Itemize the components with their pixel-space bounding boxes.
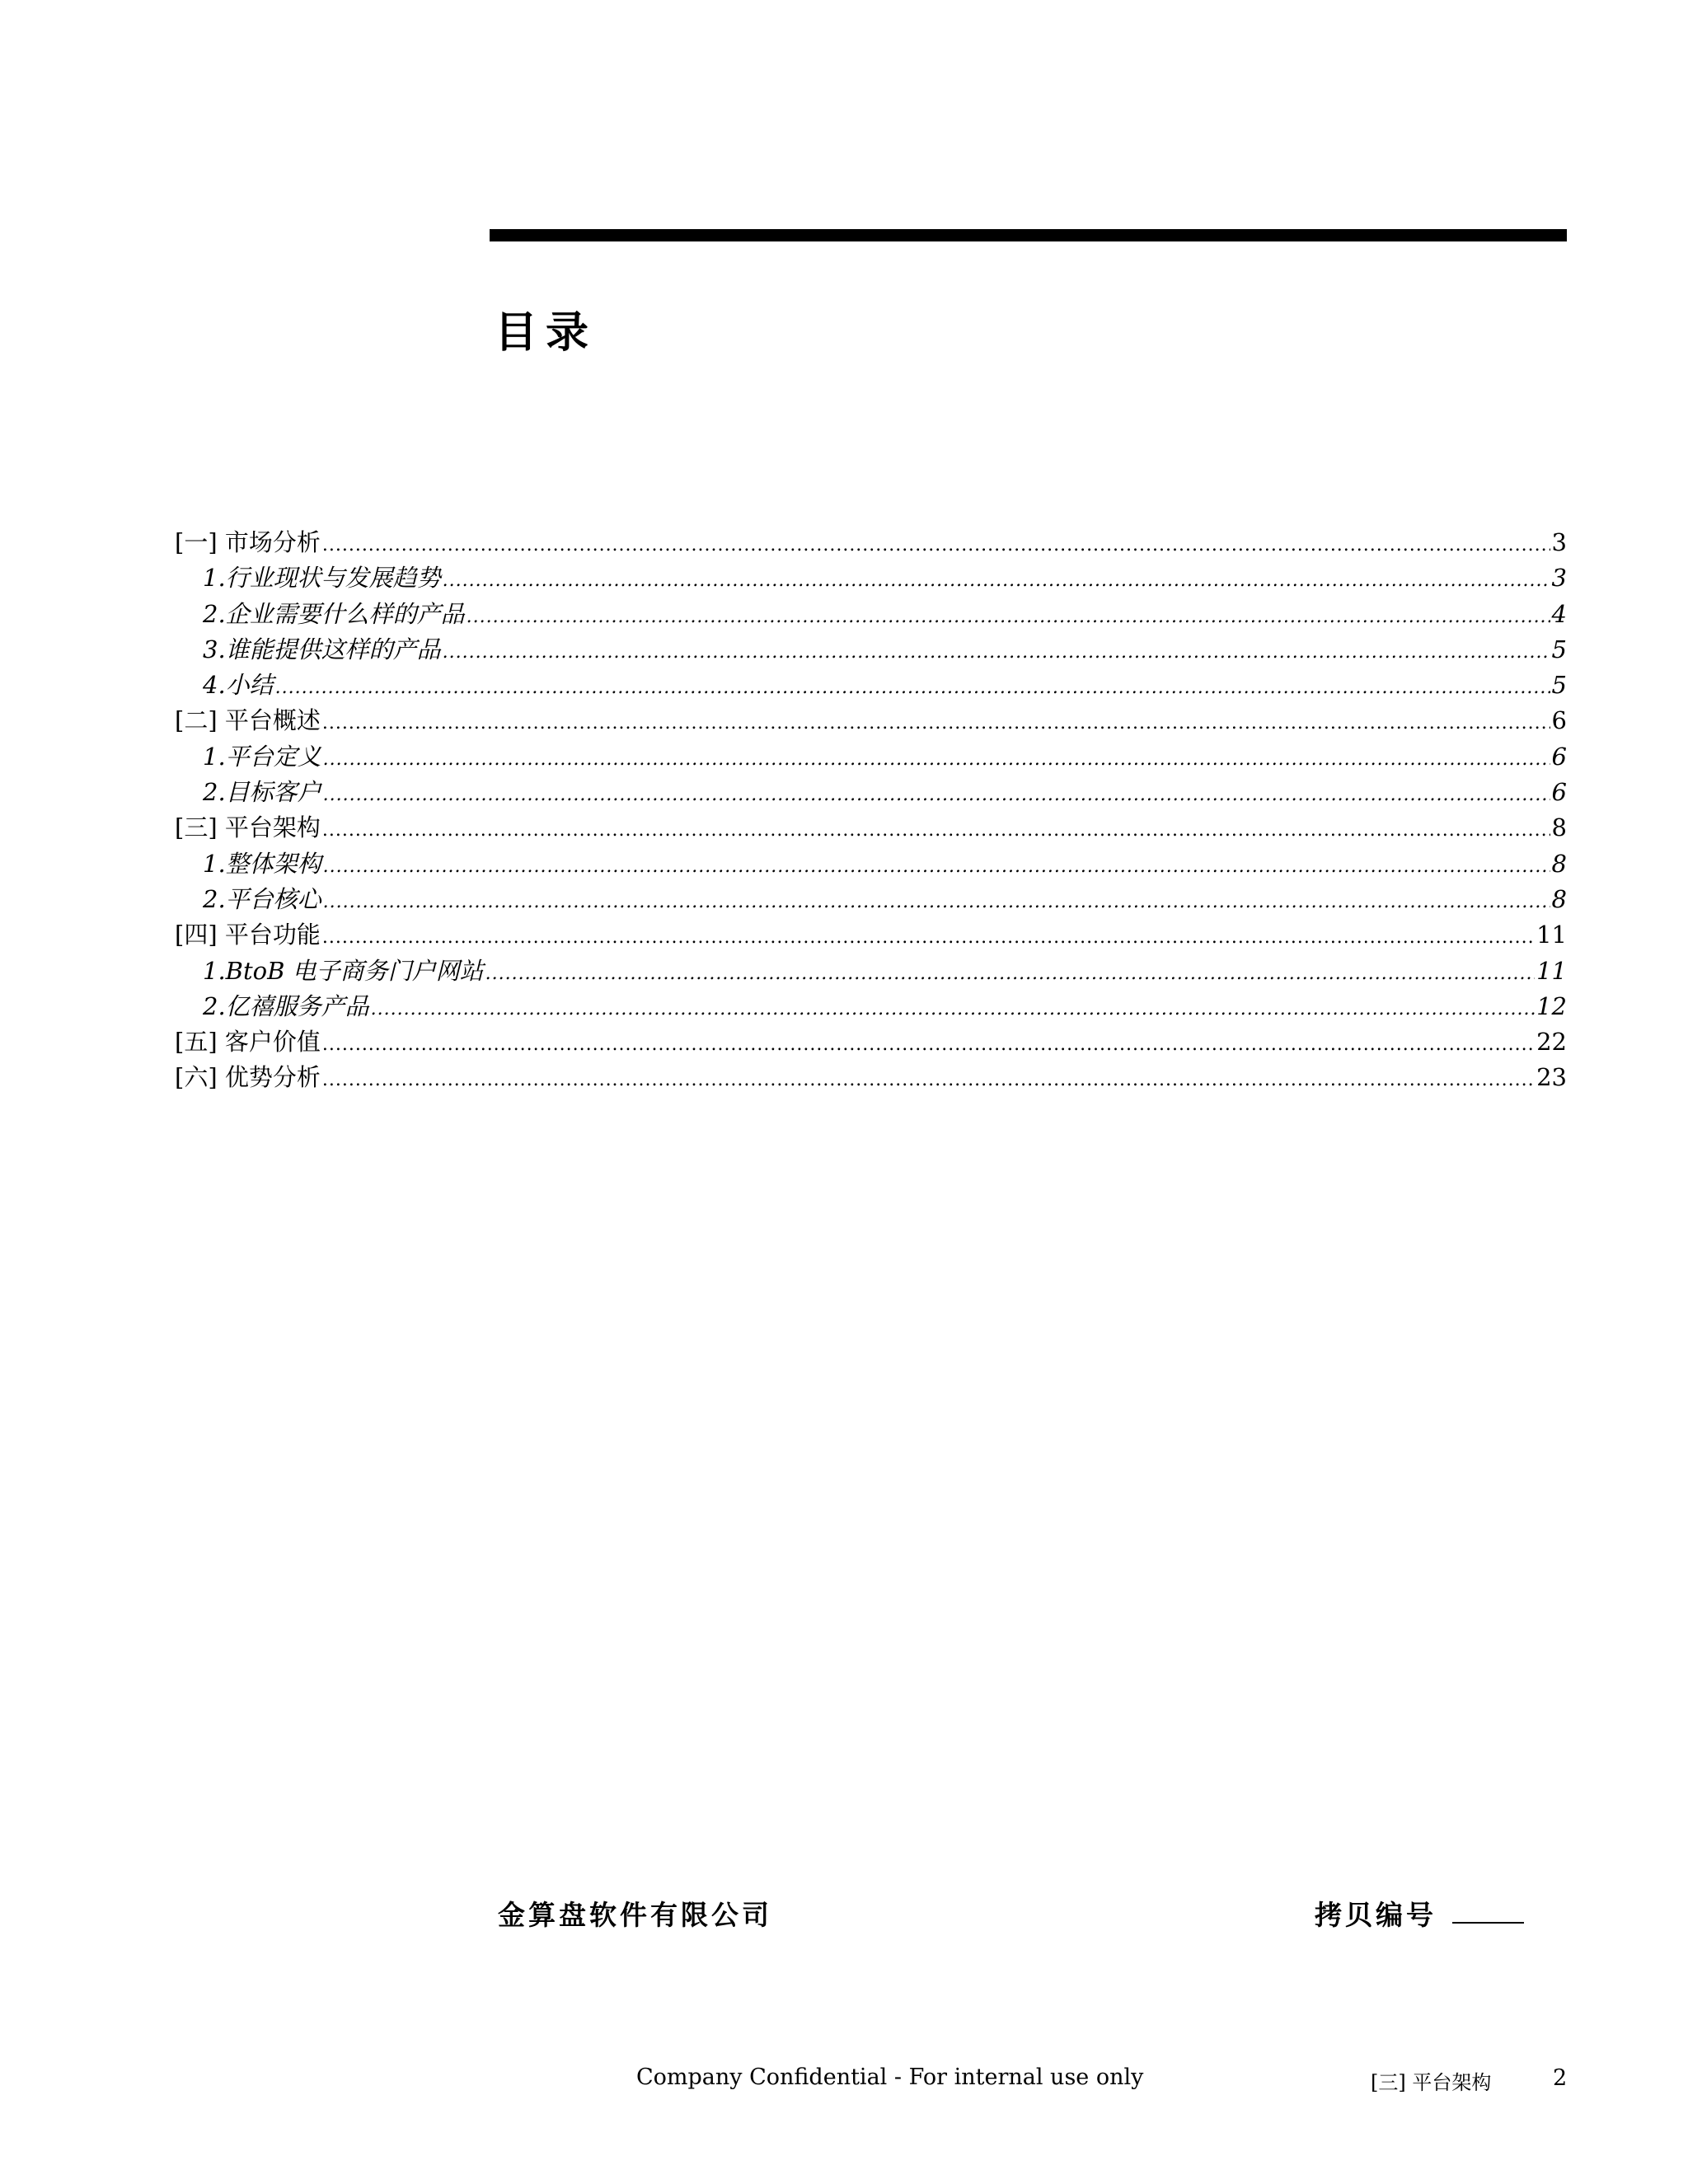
toc-entry-label: 2.亿禧服务产品 <box>203 991 369 1020</box>
toc-entry-label: 2.企业需要什么样的产品 <box>203 599 465 628</box>
copy-number-blank <box>1452 1922 1524 1924</box>
confidential-notice: Company Confidential - For internal use only <box>636 2064 1144 2090</box>
footer-section-title: [三] 平台架构 <box>1371 2071 1492 2094</box>
toc-entry-page: 12 <box>1536 991 1567 1020</box>
toc-entry[interactable] <box>175 810 1567 846</box>
toc-dot-leader <box>322 527 1550 563</box>
toc-subentry[interactable] <box>175 846 1567 882</box>
table-of-contents <box>175 525 1567 1096</box>
toc-dot-leader <box>323 884 1550 920</box>
toc-entry-page: 8 <box>1551 813 1567 842</box>
toc-subentry[interactable] <box>175 739 1567 775</box>
toc-entry-label: 1.平台定义 <box>203 742 321 771</box>
toc-entry-page: 22 <box>1536 1028 1567 1057</box>
toc-entry[interactable] <box>175 525 1567 560</box>
toc-entry-label: 2.平台核心 <box>203 884 321 913</box>
toc-entry-label: [三] 平台架构 <box>175 813 321 842</box>
toc-dot-leader <box>371 991 1535 1027</box>
toc-dot-leader <box>322 920 1535 955</box>
toc-entry-page: 4 <box>1551 599 1567 628</box>
toc-entry-page: 11 <box>1536 921 1567 949</box>
toc-subentry[interactable] <box>175 882 1567 917</box>
toc-entry-label: 1.行业现状与发展趋势 <box>203 564 441 593</box>
toc-entry-label: 3.谁能提供这样的产品 <box>203 635 441 663</box>
toc-dot-leader <box>322 813 1550 848</box>
toc-entry-page: 11 <box>1536 956 1567 985</box>
toc-dot-leader <box>322 705 1550 741</box>
toc-subentry[interactable] <box>175 560 1567 596</box>
toc-entry-label: [四] 平台功能 <box>175 921 321 949</box>
toc-entry-label: 1.整体架构 <box>203 849 321 878</box>
toc-subentry[interactable] <box>175 989 1567 1024</box>
top-rule <box>490 229 1567 241</box>
toc-entry-page: 3 <box>1551 564 1567 593</box>
toc-subentry[interactable] <box>175 668 1567 703</box>
toc-entry-page: 23 <box>1536 1063 1567 1092</box>
toc-subentry[interactable] <box>175 954 1567 989</box>
toc-entry-page: 3 <box>1551 528 1567 556</box>
company-name: 金算盘软件有限公司 <box>498 1899 772 1931</box>
copy-number-label: 拷贝编号 <box>1315 1899 1437 1931</box>
toc-dot-leader <box>275 670 1550 705</box>
toc-entry-page: 8 <box>1551 849 1567 878</box>
toc-subentry[interactable] <box>175 632 1567 668</box>
toc-entry-page: 6 <box>1551 706 1567 735</box>
toc-entry-page: 5 <box>1551 671 1567 700</box>
toc-entry-page: 6 <box>1551 742 1567 771</box>
toc-entry[interactable] <box>175 703 1567 738</box>
toc-dot-leader <box>323 777 1550 813</box>
toc-entry-label: [六] 优势分析 <box>175 1063 321 1092</box>
toc-entry-label: [五] 客户价值 <box>175 1028 321 1057</box>
toc-entry-label: 4.小结 <box>203 671 274 700</box>
toc-entry[interactable] <box>175 1060 1567 1095</box>
toc-dot-leader <box>485 956 1535 991</box>
toc-entry-label: [一] 市场分析 <box>175 528 321 556</box>
toc-entry-label: 1.BtoB 电子商务门户网站 <box>203 956 484 985</box>
toc-entry-page: 8 <box>1551 884 1567 913</box>
toc-dot-leader <box>322 1027 1535 1062</box>
toc-dot-leader <box>323 849 1550 884</box>
toc-entry[interactable] <box>175 1024 1567 1060</box>
toc-dot-leader <box>443 635 1550 670</box>
toc-dot-leader <box>467 599 1550 635</box>
toc-dot-leader <box>443 563 1550 598</box>
footer-page-number: 2 <box>1553 2065 1568 2091</box>
toc-entry[interactable] <box>175 917 1567 953</box>
toc-entry-label: [二] 平台概述 <box>175 706 321 735</box>
toc-entry-page: 6 <box>1551 778 1567 807</box>
toc-entry-label: 2.目标客户 <box>203 778 321 807</box>
toc-entry-page: 5 <box>1551 635 1567 663</box>
toc-dot-leader <box>323 742 1550 777</box>
toc-subentry[interactable] <box>175 597 1567 632</box>
toc-subentry[interactable] <box>175 775 1567 810</box>
page-title: 目录 <box>495 308 598 358</box>
toc-dot-leader <box>322 1062 1535 1098</box>
